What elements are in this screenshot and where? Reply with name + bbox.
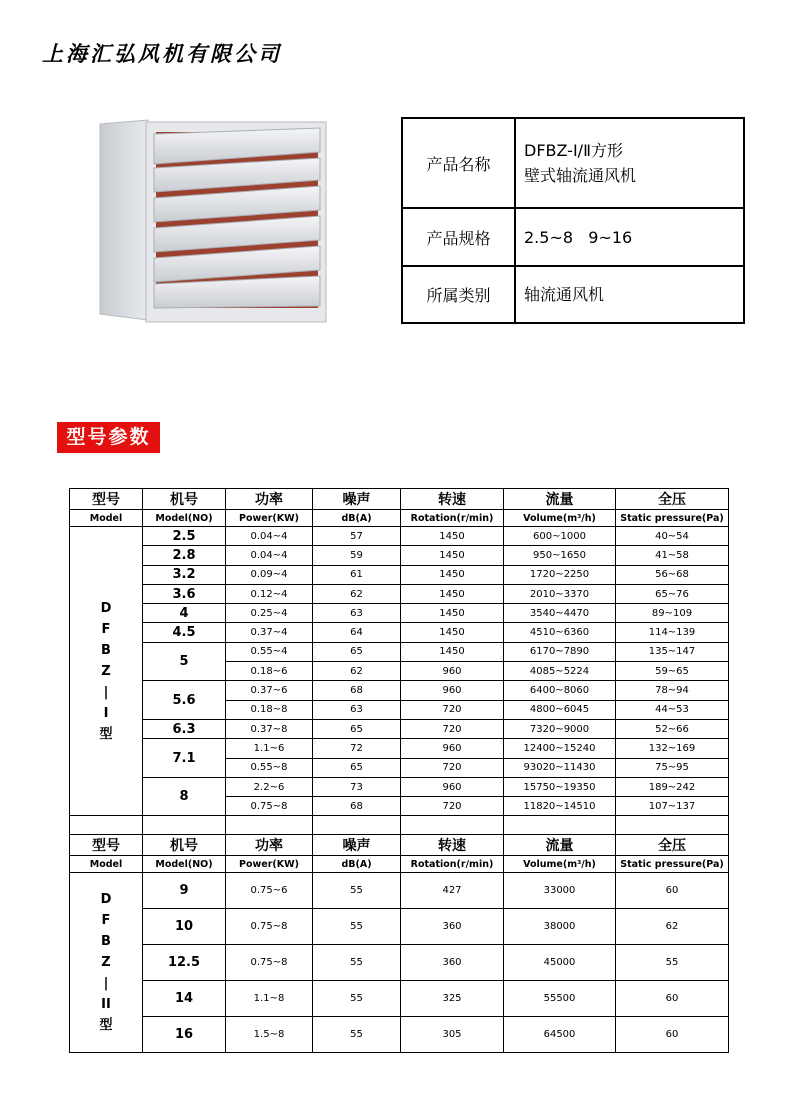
model-name-char: 型 — [99, 1018, 113, 1034]
value-cell: 325 — [401, 981, 504, 1017]
table-row — [70, 565, 729, 584]
value-cell: 960 — [401, 662, 504, 681]
value-cell: 600~1000 — [504, 527, 616, 546]
spec-table — [69, 488, 729, 1053]
category-label: 所属类别 — [402, 266, 515, 323]
model-no-cell: 8 — [143, 777, 226, 816]
header-cn-cell: 全压 — [616, 835, 729, 856]
value-cell: 305 — [401, 1017, 504, 1053]
header-cn-cell: 全压 — [616, 489, 729, 510]
header-en-cell: dB(A) — [313, 510, 401, 527]
empty-cell — [616, 816, 729, 835]
value-cell: 55 — [313, 873, 401, 909]
value-cell: 44~53 — [616, 700, 729, 719]
header-en-cell: Static pressure(Pa) — [616, 856, 729, 873]
header-en-cell: Model — [70, 856, 143, 873]
header-en-cell: Rotation(r/min) — [401, 510, 504, 527]
value-cell: 720 — [401, 700, 504, 719]
value-cell: 1450 — [401, 527, 504, 546]
value-cell: 52~66 — [616, 719, 729, 738]
value-cell: 65 — [313, 758, 401, 777]
value-cell: 45000 — [504, 945, 616, 981]
model-no-cell: 2.8 — [143, 546, 226, 565]
value-cell: 11820~14510 — [504, 797, 616, 816]
model-no-cell: 12.5 — [143, 945, 226, 981]
value-cell: 55 — [616, 945, 729, 981]
value-cell: 55500 — [504, 981, 616, 1017]
value-cell: 0.75~8 — [226, 945, 313, 981]
value-cell: 61 — [313, 565, 401, 584]
table-row — [70, 945, 729, 981]
value-cell: 75~95 — [616, 758, 729, 777]
value-cell: 38000 — [504, 909, 616, 945]
table-row — [70, 719, 729, 738]
model-no-cell: 3.2 — [143, 565, 226, 584]
model-no-cell: 2.5 — [143, 527, 226, 546]
model-no-cell: 3.6 — [143, 584, 226, 603]
value-cell: 427 — [401, 873, 504, 909]
table-row — [70, 527, 729, 546]
model-name-cell — [70, 873, 143, 1053]
value-cell: 720 — [401, 797, 504, 816]
value-cell: 65~76 — [616, 584, 729, 603]
header-cn-cell: 型号 — [70, 835, 143, 856]
value-cell: 2010~3370 — [504, 584, 616, 603]
product-spec-text: 2.5~8 9~16 — [524, 227, 633, 247]
value-cell: 0.09~4 — [226, 565, 313, 584]
value-cell: 1450 — [401, 546, 504, 565]
model-name-char: I — [103, 705, 109, 721]
product-spec-label: 产品规格 — [402, 208, 515, 266]
value-cell: 189~242 — [616, 777, 729, 796]
table-row — [70, 909, 729, 945]
header-en-cell: Model(NO) — [143, 856, 226, 873]
value-cell: 73 — [313, 777, 401, 796]
model-no-cell: 7.1 — [143, 739, 226, 778]
value-cell: 132~169 — [616, 739, 729, 758]
value-cell: 57 — [313, 527, 401, 546]
value-cell: 65 — [313, 719, 401, 738]
header-cn-cell: 转速 — [401, 835, 504, 856]
value-cell: 60 — [616, 981, 729, 1017]
header-en-cell: Model(NO) — [143, 510, 226, 527]
value-cell: 720 — [401, 758, 504, 777]
header-cn-cell: 流量 — [504, 835, 616, 856]
value-cell: 60 — [616, 873, 729, 909]
value-cell: 0.04~4 — [226, 527, 313, 546]
header-en-cell: Static pressure(Pa) — [616, 510, 729, 527]
section-title-badge: 型号参数 — [57, 422, 160, 453]
value-cell: 720 — [401, 719, 504, 738]
value-cell: 7320~9000 — [504, 719, 616, 738]
value-cell: 55 — [313, 945, 401, 981]
value-cell: 950~1650 — [504, 546, 616, 565]
value-cell: 960 — [401, 681, 504, 700]
value-cell: 0.18~6 — [226, 662, 313, 681]
empty-cell — [226, 816, 313, 835]
value-cell: 0.75~6 — [226, 873, 313, 909]
header-cn-cell: 噪声 — [313, 489, 401, 510]
value-cell: 107~137 — [616, 797, 729, 816]
value-cell: 89~109 — [616, 604, 729, 623]
value-cell: 63 — [313, 604, 401, 623]
value-cell: 0.75~8 — [226, 797, 313, 816]
value-cell: 360 — [401, 945, 504, 981]
value-cell: 1450 — [401, 565, 504, 584]
model-name-char: II — [101, 997, 111, 1013]
product-info-table — [401, 117, 745, 324]
value-cell: 114~139 — [616, 623, 729, 642]
value-cell: 0.04~4 — [226, 546, 313, 565]
product-name-value — [515, 118, 744, 208]
model-no-cell: 4 — [143, 604, 226, 623]
table-row — [70, 777, 729, 796]
value-cell: 360 — [401, 909, 504, 945]
header-en-cell: Power(KW) — [226, 856, 313, 873]
model-name-cell — [70, 527, 143, 816]
model-no-cell: 14 — [143, 981, 226, 1017]
model-name-char: D — [100, 892, 112, 908]
table-row — [70, 546, 729, 565]
header-en-cell: dB(A) — [313, 856, 401, 873]
value-cell: 3540~4470 — [504, 604, 616, 623]
value-cell: 55 — [313, 909, 401, 945]
model-name-char: | — [103, 684, 109, 700]
value-cell: 0.37~4 — [226, 623, 313, 642]
header-en-cell: Volume(m³/h) — [504, 856, 616, 873]
value-cell: 0.18~8 — [226, 700, 313, 719]
table-row — [70, 739, 729, 758]
group1-header-cn — [70, 489, 729, 510]
model-name-char: D — [100, 600, 112, 616]
value-cell: 59 — [313, 546, 401, 565]
value-cell: 960 — [401, 777, 504, 796]
value-cell: 41~58 — [616, 546, 729, 565]
value-cell: 6170~7890 — [504, 642, 616, 661]
table-row — [70, 873, 729, 909]
header-cn-cell: 功率 — [226, 835, 313, 856]
group1-header-en — [70, 510, 729, 527]
value-cell: 0.37~8 — [226, 719, 313, 738]
model-name-char: B — [101, 934, 111, 950]
model-name-char: F — [101, 913, 111, 929]
model-no-cell: 5.6 — [143, 681, 226, 720]
value-cell: 33000 — [504, 873, 616, 909]
value-cell: 68 — [313, 797, 401, 816]
value-cell: 4510~6360 — [504, 623, 616, 642]
value-cell: 65 — [313, 642, 401, 661]
table-row — [70, 981, 729, 1017]
header-cn-cell: 机号 — [143, 835, 226, 856]
value-cell: 0.75~8 — [226, 909, 313, 945]
value-cell: 68 — [313, 681, 401, 700]
model-no-cell: 4.5 — [143, 623, 226, 642]
model-no-cell: 9 — [143, 873, 226, 909]
model-name-char: F — [101, 621, 111, 637]
model-name-char: B — [101, 642, 111, 658]
header-en-cell: Model — [70, 510, 143, 527]
category-value: 轴流通风机 — [515, 266, 744, 323]
empty-cell — [313, 816, 401, 835]
table-row — [70, 584, 729, 603]
product-name-line2: 壁式轴流通风机 — [524, 166, 637, 185]
table-row — [70, 604, 729, 623]
value-cell: 72 — [313, 739, 401, 758]
value-cell: 59~65 — [616, 662, 729, 681]
header-cn-cell: 转速 — [401, 489, 504, 510]
model-name-char: | — [103, 976, 109, 992]
model-name-char: Z — [101, 955, 111, 971]
value-cell: 1450 — [401, 604, 504, 623]
model-no-cell: 10 — [143, 909, 226, 945]
table-row — [70, 1017, 729, 1053]
product-spec-value — [515, 208, 744, 266]
header-en-cell: Power(KW) — [226, 510, 313, 527]
value-cell: 62 — [313, 662, 401, 681]
empty-cell — [143, 816, 226, 835]
group2-header-en — [70, 856, 729, 873]
model-no-cell: 6.3 — [143, 719, 226, 738]
value-cell: 6400~8060 — [504, 681, 616, 700]
table-row — [70, 623, 729, 642]
header-cn-cell: 型号 — [70, 489, 143, 510]
product-name-line1: DFBZ-Ⅰ/Ⅱ方形 — [524, 141, 623, 160]
header-cn-cell: 噪声 — [313, 835, 401, 856]
value-cell: 55 — [313, 981, 401, 1017]
company-name: 上海汇弘风机有限公司 — [42, 41, 282, 66]
value-cell: 78~94 — [616, 681, 729, 700]
header-cn-cell: 机号 — [143, 489, 226, 510]
product-name-label: 产品名称 — [402, 118, 515, 208]
value-cell: 12400~15240 — [504, 739, 616, 758]
value-cell: 135~147 — [616, 642, 729, 661]
value-cell: 1720~2250 — [504, 565, 616, 584]
value-cell: 0.25~4 — [226, 604, 313, 623]
value-cell: 55 — [313, 1017, 401, 1053]
value-cell: 15750~19350 — [504, 777, 616, 796]
value-cell: 0.55~4 — [226, 642, 313, 661]
value-cell: 4085~5224 — [504, 662, 616, 681]
value-cell: 1.5~8 — [226, 1017, 313, 1053]
value-cell: 60 — [616, 1017, 729, 1053]
value-cell: 2.2~6 — [226, 777, 313, 796]
value-cell: 56~68 — [616, 565, 729, 584]
value-cell: 1450 — [401, 642, 504, 661]
value-cell: 0.37~6 — [226, 681, 313, 700]
value-cell: 1.1~6 — [226, 739, 313, 758]
value-cell: 40~54 — [616, 527, 729, 546]
header-en-cell: Rotation(r/min) — [401, 856, 504, 873]
value-cell: 960 — [401, 739, 504, 758]
header-cn-cell: 功率 — [226, 489, 313, 510]
value-cell: 4800~6045 — [504, 700, 616, 719]
spacer-row — [70, 816, 729, 835]
value-cell: 1450 — [401, 623, 504, 642]
value-cell: 62 — [313, 584, 401, 603]
value-cell: 1.1~8 — [226, 981, 313, 1017]
value-cell: 93020~11430 — [504, 758, 616, 777]
model-name-char: 型 — [99, 726, 113, 742]
table-row — [70, 642, 729, 661]
model-no-cell: 16 — [143, 1017, 226, 1053]
table-row — [70, 681, 729, 700]
product-image — [98, 118, 330, 328]
value-cell: 64 — [313, 623, 401, 642]
empty-cell — [504, 816, 616, 835]
value-cell: 64500 — [504, 1017, 616, 1053]
empty-cell — [70, 816, 143, 835]
model-no-cell: 5 — [143, 642, 226, 681]
value-cell: 62 — [616, 909, 729, 945]
header-cn-cell: 流量 — [504, 489, 616, 510]
value-cell: 1450 — [401, 584, 504, 603]
value-cell: 0.55~8 — [226, 758, 313, 777]
model-name-char: Z — [101, 663, 111, 679]
value-cell: 63 — [313, 700, 401, 719]
empty-cell — [401, 816, 504, 835]
value-cell: 0.12~4 — [226, 584, 313, 603]
group2-header-cn — [70, 835, 729, 856]
header-en-cell: Volume(m³/h) — [504, 510, 616, 527]
